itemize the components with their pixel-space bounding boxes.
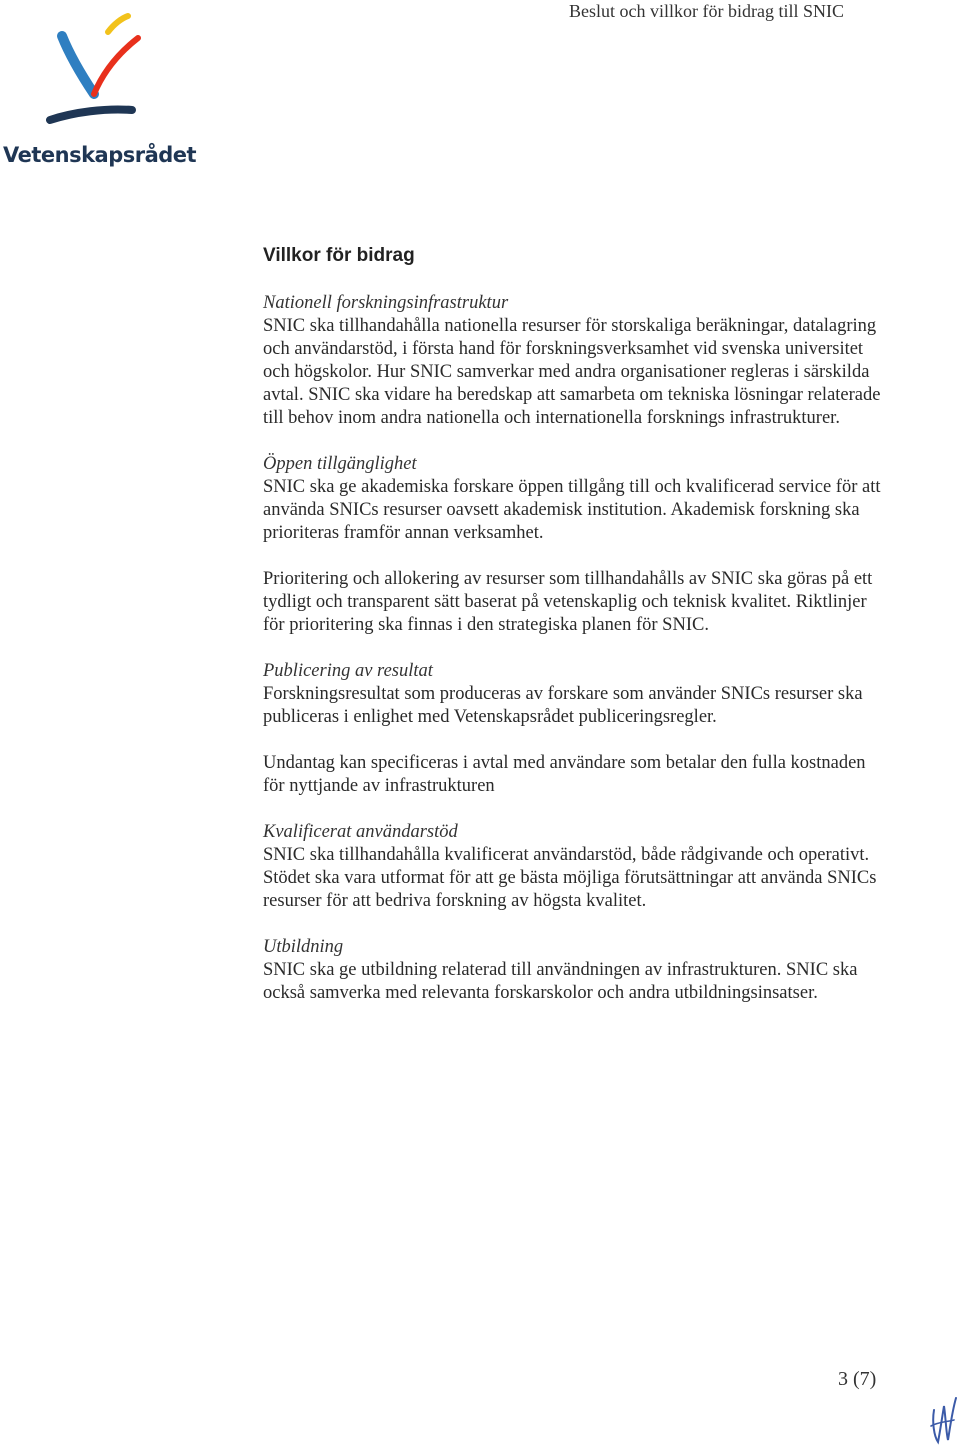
vetenskapsradet-logo (0, 0, 200, 190)
section-body: Undantag kan specificeras i avtal med användare som betalar den fulla kostnaden för nyttjande av infrastrukturen (263, 753, 866, 796)
section-body: Forskningsresultat som produceras av forskare som använder SNICs resurser ska publiceras i enlighet med Vetenskapsrådet publiceringsregler. (263, 684, 863, 727)
section-heading: Öppen tillgänglighet (263, 454, 417, 474)
section-heading: Utbildning (263, 937, 344, 957)
section-nationell-forskningsinfrastruktur (263, 292, 883, 430)
section-undantag (263, 752, 883, 798)
section-heading: Kvalificerat användarstöd (263, 822, 458, 842)
section-oppen-tillganglighet (263, 453, 883, 545)
section-heading: Publicering av resultat (263, 661, 433, 681)
section-kvalificerat-anvandarstod (263, 821, 883, 913)
logo-mark-icon (46, 10, 146, 130)
page-number: 3 (7) (838, 1368, 877, 1390)
section-utbildning (263, 936, 883, 1005)
signature-initials-icon (928, 1392, 958, 1446)
page-header-title: Beslut och villkor för bidrag till SNIC (569, 1, 844, 21)
section-prioritering (263, 568, 883, 637)
section-body: Prioritering och allokering av resurser som tillhandahålls av SNIC ska göras på ett tydligt och transparent sätt baserat på vetenskaplig och teknisk kvalitet. Riktlinjer för prioritering ska finnas i den strategiska planen för SNIC. (263, 569, 873, 635)
section-heading: Nationell forskningsinfrastruktur (263, 293, 509, 313)
document-body (263, 245, 883, 1028)
section-body: SNIC ska tillhandahålla kvalificerat användarstöd, både rådgivande och operativt. Stödet ska vara utformat för att ge bästa möjliga förutsättningar att använda SNICs resurser för att bedriva forskning av högsta kvalitet. (263, 845, 877, 911)
logo-wordmark: Vetenskapsrådet (3, 143, 197, 167)
section-body: SNIC ska tillhandahålla nationella resurser för storskaliga beräkningar, datalagring och användarstöd, i första hand för forskningsverksamhet vid svenska universitet och högskolor. Hur SNIC samverkar med andra organisationer regleras i särskilda avtal. SNIC ska vidare ha beredskap att samarbeta om tekniska lösningar relaterade till behov inom andra nationella och internationella forsknings infrastrukturer. (263, 316, 881, 428)
section-body: SNIC ska ge akademiska forskare öppen tillgång till och kvalificerad service för att använda SNICs resurser oavsett akademisk institution. Akademisk forskning ska prioriteras framför annan verksamhet. (263, 477, 881, 543)
document-title: Villkor för bidrag (263, 245, 415, 266)
section-body: SNIC ska ge utbildning relaterad till användningen av infrastrukturen. SNIC ska också samverka med relevanta forskarskolor och andra utbildningsinsatser. (263, 960, 858, 1003)
section-publicering-av-resultat (263, 660, 883, 729)
